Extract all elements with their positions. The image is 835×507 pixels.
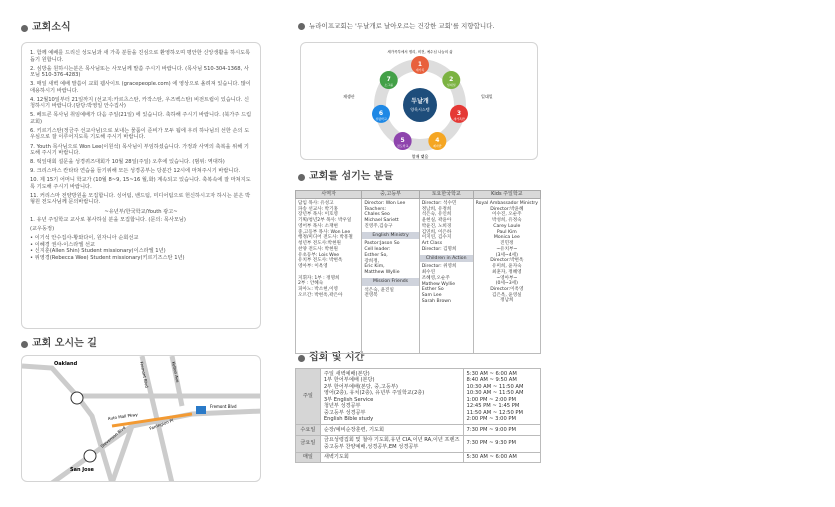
news-box	[21, 42, 261, 329]
diagram-node-label: 새가족반	[453, 116, 465, 121]
schedule-times	[463, 369, 540, 425]
diagram-node-num: 3	[456, 109, 462, 117]
schedule-event: 영어(2층), 유치(2층), 유년부 주일학교(2층)	[323, 390, 425, 396]
news-item: • 이기석 안수집사-황와다이, 원자니아 순회선교	[30, 235, 139, 242]
staff-line: 정남희, 유정희	[421, 206, 452, 212]
diagram-note: 열매 맺음	[411, 154, 429, 159]
schedule-events	[320, 425, 463, 436]
staff-col-header: 중,고등부	[362, 191, 419, 199]
staff-line: 석은숙, 유인희	[421, 212, 452, 218]
staff-line: Director: 김명희	[421, 246, 457, 252]
map-label-road: Fremont Blvd	[139, 361, 150, 389]
map-label-road: Auto Mall Pkwy	[107, 411, 139, 421]
news-item: 4. 12월10일부터 21일까지 (선교지:카르츠스탄, 카작스탄, 우즈벡스탄) 비전트립이 있습니다. 신청하시기 바랍니다.(담당:박영일 안수집사)	[30, 96, 250, 110]
schedule-events	[320, 452, 463, 463]
schedule-time: 10:30 AM ~ 11:50 AM	[466, 383, 524, 390]
staff-line: Sarah Brown	[421, 298, 451, 304]
staff-line: Art Class	[421, 241, 443, 247]
staff-line: Carey Loule	[493, 223, 521, 229]
location-map	[21, 355, 261, 482]
highway-shield-icon	[84, 450, 96, 462]
bullet-icon	[298, 355, 305, 362]
mission-friends-tag: Mission Friends	[362, 278, 418, 286]
staff-col-header: Kids 주일학교	[473, 191, 540, 199]
schedule-time: 7:30 PM ~ 9:00 PM	[466, 426, 516, 433]
schedule-event: 주일 새벽예배(본당)	[323, 370, 370, 377]
highway-shield-icon	[71, 392, 83, 404]
staff-line: Paul Kim	[496, 229, 517, 235]
schedule-time: 11:50 AM ~ 12:50 PM	[466, 409, 524, 416]
schedule-time: 12:45 PM ~ 1:45 PM	[466, 403, 520, 409]
staff-line: 박윤진, 노희경	[421, 223, 452, 229]
staff-col-header: 사역자	[296, 191, 362, 199]
staff-header: 교회를 섬기는 분들	[298, 171, 393, 184]
schedule-time: 5:30 AM ~ 6:00 AM	[466, 370, 517, 377]
staff-line: 행정/미디어 전도사: 박흥철	[298, 235, 353, 241]
staff-line: 진민정	[500, 241, 514, 247]
schedule-event: 1부 한어부예배 (본당)	[323, 377, 375, 383]
staff-line: 김연희, 이은하	[421, 229, 452, 235]
map-svg	[22, 356, 261, 482]
staff-col-4	[473, 199, 540, 354]
news-item: 10. 제 15기 어머니 학교가 (10월 8~9, 15~16 월,화) 계속되고 있습니다. 축복속에 잘 마쳐지도록 기도해 주시기 바랍니다.	[30, 177, 251, 190]
prayer-header: (교우동정)	[30, 226, 55, 233]
news-item: 5. 베트콘 목사님 취임예배가 다음 주일(21일) 에 있습니다. 축하해 주시기 바랍니다. (북가주 드림교회)	[30, 112, 252, 125]
bullet-icon	[298, 174, 305, 181]
diagram-node-label: 전도학교	[396, 144, 409, 149]
staff-line: Teachers:	[364, 206, 387, 212]
schedule-day: 주일	[296, 369, 321, 425]
schedule-event: 새벽기도회	[323, 454, 349, 460]
staff-line: 파송 선교사: 박기홍	[298, 206, 338, 212]
map-label-road: Stevenson Blvd	[99, 424, 127, 449]
staff-line: 유치부 전도사: 박현옥	[298, 258, 343, 264]
staff-line: 오르간: 박현옥,곽은아	[298, 292, 343, 298]
staff-line: Esther So,	[364, 252, 388, 258]
staff-line: Director:이옥영	[490, 287, 524, 293]
staff-col-2	[362, 199, 419, 354]
schedule-event: English Bible study	[323, 416, 374, 422]
diagram-center-title: 두날개	[411, 98, 429, 105]
staff-line: 이수진, 오순주	[492, 212, 522, 218]
staff-line: ~유치부~	[496, 246, 518, 252]
staff-line: 강희정,	[364, 258, 380, 264]
schedule-row	[296, 452, 541, 463]
schedule-day: 매일	[296, 452, 321, 463]
staff-line: 윤현실, 곽윤아	[421, 218, 452, 224]
map-label-oakland: Oakland	[54, 361, 78, 367]
vision-header: 뉴라이프교회는 '두날개로 날아오르는 건강한 교회'를 지향합니다.	[298, 22, 495, 30]
bullet-icon	[21, 341, 28, 348]
youth-header: ~유년부/한국학교/Youth 광고~	[104, 208, 178, 215]
staff-line: 중,고등부 목사: Won Lee	[298, 229, 351, 235]
diagram-center-subtitle: 양육시스템	[410, 107, 430, 112]
staff-line: Mathew Wyllie	[421, 281, 456, 287]
staff-line: Royal Ambassador Ministry	[475, 201, 538, 206]
diagram-node-label: 성령학교	[375, 116, 387, 121]
news-item: 3. 매일 새벽 예배 말씀이 교회 웹사이트 (gracepeople.com) 에 영상으로 올려져 있습니다. 많이 애용하시기 바랍니다.	[30, 81, 251, 94]
news-item: • 신지훈(Allen Shin) Student missionary(이스라엘 1년)	[30, 248, 166, 255]
news-item: 11. 커리스마 전양방원을 모집합니다. 싱어팀, 밴드팀, 미디어팀으로 헌신하시고자 하시는 분은 박형원 전도사님께 문의바랍니다.	[30, 192, 251, 206]
schedule-events	[320, 369, 463, 425]
diagram-node-label: 일대일	[446, 83, 456, 88]
staff-line: 지휘자: 1부 : 정명희	[298, 275, 340, 281]
staff-line: 최수연	[421, 270, 436, 276]
staff-line: Esther So	[421, 287, 444, 293]
staff-line: 2부 : 안혜숙	[298, 281, 324, 287]
staff-line: 영어부 목사: 소재현	[298, 223, 338, 229]
youth-list	[30, 217, 252, 224]
staff-col-3	[419, 199, 473, 354]
staff-line: 기획/청년2부 목사: 박우일	[298, 218, 352, 224]
map-label-road: Fremont Blvd	[210, 404, 237, 409]
diagram-node-label: 제자반	[433, 144, 442, 149]
staff-line: 찬양 전도사: 박현원	[298, 246, 338, 252]
english-ministry-tag: English Ministry	[362, 232, 418, 240]
map-label-road: Farrington Pl	[148, 417, 174, 431]
staff-line: (3세~4세)	[495, 252, 518, 258]
schedule-day: 수요일	[296, 425, 321, 436]
staff-col-header: 토요한국학교	[419, 191, 473, 199]
staff-line: Pastor:Jason So	[364, 241, 400, 247]
staff-line: 김은옥, 윤영실	[492, 292, 522, 298]
diagram-note: 일대일	[481, 94, 493, 99]
schedule-times	[463, 452, 540, 463]
diagram-node-label: 소그룹	[384, 83, 394, 88]
staff-line: Eric Kim,	[364, 264, 385, 270]
staff-line: 피아노: 박소현,이영	[298, 287, 338, 293]
location-header: 교회 오시는 길	[21, 338, 97, 351]
schedule-event: 3부 English Service	[323, 396, 374, 403]
diagram-node-num: 6	[378, 109, 384, 117]
prayer-list	[30, 235, 252, 261]
staff-line: 진영주,김승구	[364, 223, 393, 229]
news-item: • 이혜경 권사-이스라엘 선교	[30, 241, 96, 248]
news-item: 1. 유년 주일학교 교사로 봉사하실 분을 모집합니다. (문의: 목사모님)	[30, 217, 186, 224]
staff-line: (0세~3세)	[495, 281, 518, 287]
diagram-node-label: 새가족	[415, 68, 425, 72]
staff-line: Cell leader:	[364, 247, 391, 253]
map-label-road: Kelton Ave	[171, 361, 181, 383]
news-item: • 위영경(Rebecca Wee) Student missionary(키르기즈스탄 1년)	[30, 254, 185, 261]
schedule-event: 순장/예비순장훈련, 기도회	[323, 426, 384, 433]
staff-line: Monica Lee	[493, 235, 520, 241]
staff-line: 영아부: 이옥영	[298, 264, 328, 270]
diagram-note: 새가족부에서 엘리, 비전, 예수님 나눔의 삶	[387, 50, 453, 54]
diagram-node-num: 7	[386, 76, 391, 84]
bullet-icon	[21, 25, 28, 32]
diagram-node-num: 1	[417, 61, 423, 68]
staff-line: 석은숙, 윤진일	[364, 287, 394, 293]
schedule-time: 7:30 PM ~ 9:30 PM	[466, 440, 516, 447]
growth-diagram	[300, 42, 538, 160]
map-label-sanjose: San Jose	[70, 467, 94, 473]
diagram-node-num: 2	[449, 76, 454, 84]
staff-table	[295, 190, 541, 354]
staff-line: 장년부 목사: 이호영	[298, 212, 338, 218]
staff-line: 이지연, 김수지	[421, 235, 452, 241]
staff-line: 박성희, 유정숙	[492, 218, 522, 224]
staff-line: 정남희	[500, 298, 514, 304]
schedule-row	[296, 369, 541, 425]
staff-line: 조혜영,오순주	[421, 275, 450, 281]
news-header: 교회소식	[21, 22, 71, 35]
schedule-event: 2부 한어부예배(본당, 중,고등부)	[323, 383, 398, 390]
schedule-events	[320, 435, 463, 452]
staff-line: Michael Sariett	[364, 218, 399, 224]
schedule-table	[295, 368, 541, 463]
news-item: 1. 함께 예배를 드리신 성도님과 새 가족 분들을 진심으로 환영하오며 평안한 신앙생활을 하시도록 돕기 원합니다.	[30, 50, 251, 63]
staff-line: 담임 목사: 유성고	[298, 201, 334, 206]
news-list	[30, 50, 252, 206]
staff-line: 청년부 전도사:박현원	[298, 241, 341, 247]
staff-line: 유초등부: Lois Wee	[298, 252, 340, 258]
church-marker-icon	[196, 406, 206, 414]
schedule-event: 중고등부 성경공부	[323, 409, 366, 416]
schedule-day: 금요일	[296, 435, 321, 452]
news-item: 7. Youth 목사님으로 Won Lee(이원석) 목사님이 부임하셨습니다. 가정과 사역의 축복을 위해 기도해 주시기 바랍니다.	[30, 143, 249, 157]
staff-line: ~영아부~	[496, 275, 518, 281]
children-in-action-tag: Children in Action	[420, 255, 473, 263]
news-item: 8. 떡잎대회 설문을 성경퀴즈대회가 10월 28일(주일) 오후에 있습니다. (범위: 역대하)	[30, 159, 225, 166]
schedule-row	[296, 435, 541, 452]
staff-line: Sam Lee	[421, 293, 442, 299]
diagram-node-num: 5	[400, 137, 405, 145]
staff-line: Director:박현옥	[490, 258, 524, 264]
news-item: 2. 심방을 원하시는분은 목사님또는 사모님께 말씀 주시기 바랍니다. (목사님 510-304-1368, 사모님 510-376-4283)	[30, 65, 249, 79]
staff-line: Director: Won Lee	[364, 201, 406, 206]
schedule-time: 10:30 AM ~ 11:50 AM	[466, 390, 524, 396]
staff-line: Chales Seo	[364, 212, 390, 218]
schedule-time: 5:30 AM ~ 6:00 AM	[466, 454, 517, 460]
schedule-header: 집회 및 시간	[298, 352, 364, 365]
schedule-event: 중고등부 찬양예배,성경공부,EM 성경공부	[323, 443, 419, 450]
staff-line: 전영복	[364, 293, 378, 299]
diagram-center	[403, 88, 437, 122]
staff-line: 유미희, 윤자숙	[492, 264, 522, 270]
staff-col-1	[296, 199, 362, 354]
schedule-times	[463, 435, 540, 452]
diagram-svg	[301, 43, 539, 161]
staff-line: Director: 위영희	[421, 264, 457, 270]
schedule-time: 1:00 PM ~ 2:00 PM	[466, 396, 516, 403]
schedule-event: 금요성령집회 및 철야 기도회,유년 CIA,이년 RA,이년 프렌즈	[323, 437, 460, 443]
schedule-time: 8:40 AM ~ 9:50 AM	[466, 377, 517, 383]
staff-line: Director:박윤혜	[490, 206, 524, 212]
schedule-row	[296, 425, 541, 436]
diagram-node-num: 4	[435, 137, 440, 145]
schedule-time: 2:00 PM ~ 3:00 PM	[466, 416, 516, 422]
staff-line: Director: 석수민	[421, 201, 457, 206]
schedule-event: 청년부 성경공부	[323, 403, 361, 409]
news-item: 9. 크리스마스 칸타타 연습을 들기위해 모든 성경공부는 당분간 12시에 마쳐주시기 바랍니다.	[30, 168, 241, 175]
bullet-icon	[298, 23, 305, 30]
staff-line: 최훈자, 정혜영	[492, 269, 522, 275]
diagram-note: 재생산	[343, 94, 355, 99]
news-item: 6. 키르기스탄(정금주 선교사님)으로 보내는 물품이 준비가 모두 됨에 우리 하나님의 선한 손의 도우심으로 잘 이루어지도록 기도해 주시기 바랍니다.	[30, 127, 250, 141]
staff-line: Matthew Wyllie	[364, 270, 400, 276]
schedule-times	[463, 425, 540, 436]
